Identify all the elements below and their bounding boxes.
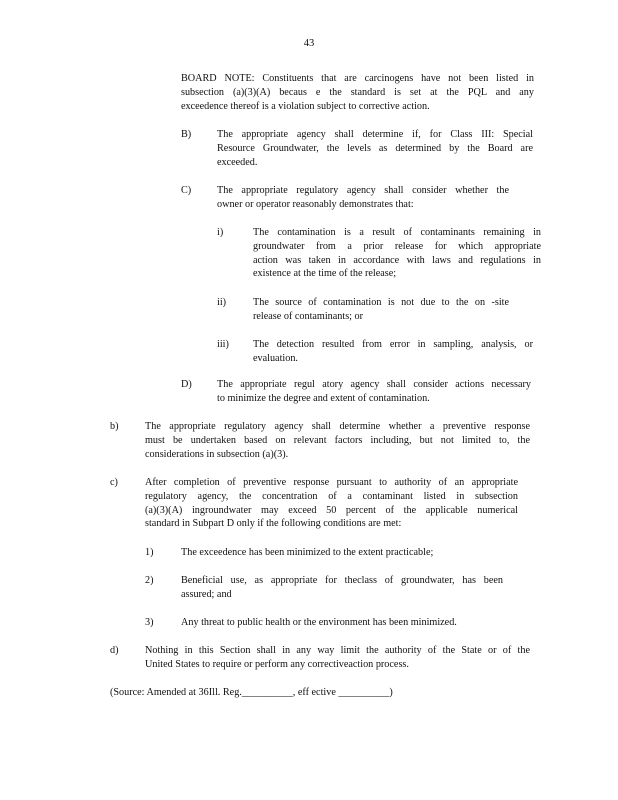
item-d-label: d)	[110, 645, 119, 656]
item-C-iii-line: evaluation.	[253, 352, 298, 364]
board-note	[181, 72, 534, 113]
item-C-text	[217, 184, 509, 212]
item-c-line: standard in Subpart D only if the following conditions are met:	[145, 518, 402, 530]
item-C-ii-text	[253, 296, 509, 324]
item-b-label: b)	[110, 421, 119, 432]
item-D-line: The appropriate regul atory agency shall consider actions necessary	[217, 379, 531, 390]
item-C-label: C)	[181, 185, 192, 196]
item-c-3-text	[181, 616, 501, 630]
item-d-text	[145, 644, 530, 672]
board-note-line: exceedence thereof is a violation subject to corrective action.	[181, 100, 430, 112]
item-B-line: The appropriate agency shall determine if, for Class III: Special	[217, 129, 533, 140]
item-C-line: owner or operator reasonably demonstrates that:	[217, 198, 414, 210]
item-C-ii-line: release of contaminants; or	[253, 310, 364, 322]
item-c-2-line: assured; and	[181, 588, 232, 600]
item-c-3-line: Any threat to public health or the environment has been minimized.	[181, 617, 457, 628]
item-C-iii-label: iii)	[217, 339, 229, 350]
item-C-iii-line: The detection resulted from error in sampling, analysis, or	[253, 339, 533, 350]
item-c-text	[145, 476, 518, 531]
item-D-line: to minimize the degree and extent of contamination.	[217, 392, 430, 404]
item-c-label: c)	[110, 477, 118, 488]
item-c-line: regulatory agency, the concentration of a contaminant listed in subsection	[145, 490, 518, 502]
item-B-label: B)	[181, 129, 192, 140]
item-B-text	[217, 128, 533, 169]
item-c-line: After completion of preventive response pursuant to authority of an appropriate	[145, 477, 518, 488]
item-c-2-text	[181, 574, 503, 602]
item-d-line: United States to require or perform any correctiveaction process.	[145, 658, 409, 670]
board-note-line: BOARD NOTE: Constituents that are carcinogens have not been listed in	[181, 73, 534, 84]
item-d-line: Nothing in this Section shall in any way limit the authority of the State or of the	[145, 645, 530, 656]
item-B-line: exceeded.	[217, 156, 258, 168]
item-c-3-label: 3)	[145, 617, 154, 628]
item-C-iii-text	[253, 338, 533, 366]
item-C-ii-label: ii)	[217, 297, 227, 308]
page-number: 43	[303, 38, 315, 49]
item-B-line: Resource Groundwater, the levels as determined by the Board are	[217, 142, 533, 154]
item-C-ii-line: The source of contamination is not due to the on -site	[253, 297, 509, 308]
item-c-1-label: 1)	[145, 547, 154, 558]
item-c-line: (a)(3)(A) ingroundwater may exceed 50 percent of the applicable numerical	[145, 504, 518, 516]
item-b-line: The appropriate regulatory agency shall determine whether a preventive response	[145, 421, 530, 432]
item-b-text	[145, 420, 530, 461]
item-C-i-line: action was taken in accordance with laws and regulations in	[253, 254, 541, 266]
item-D-label: D)	[181, 379, 192, 390]
item-c-1-text	[181, 546, 481, 560]
item-C-i-line: existence at the time of the release;	[253, 268, 397, 280]
item-C-i-label: i)	[217, 227, 224, 238]
item-C-i-text	[253, 226, 541, 281]
source-note	[110, 686, 440, 700]
board-note-line: subsection (a)(3)(A) becaus e the standard is set at the PQL and any	[181, 86, 534, 98]
item-C-i-line: groundwater from a prior release for which appropriate	[253, 240, 541, 252]
item-c-2-label: 2)	[145, 575, 154, 586]
item-C-i-line: The contamination is a result of contaminants remaining in	[253, 227, 541, 238]
item-b-line: considerations in subsection (a)(3).	[145, 448, 289, 460]
source-note-line: (Source: Amended at 36Ill. Reg.__________, eff ective __________)	[110, 687, 393, 698]
item-C-line: The appropriate regulatory agency shall consider whether the	[217, 185, 509, 196]
item-c-2-line: Beneficial use, as appropriate for theclass of groundwater, has been	[181, 575, 503, 586]
item-b-line: must be undertaken based on relevant factors including, but not limited to, the	[145, 434, 530, 446]
item-c-1-line: The exceedence has been minimized to the extent practicable;	[181, 547, 434, 558]
item-D-text	[217, 378, 531, 406]
